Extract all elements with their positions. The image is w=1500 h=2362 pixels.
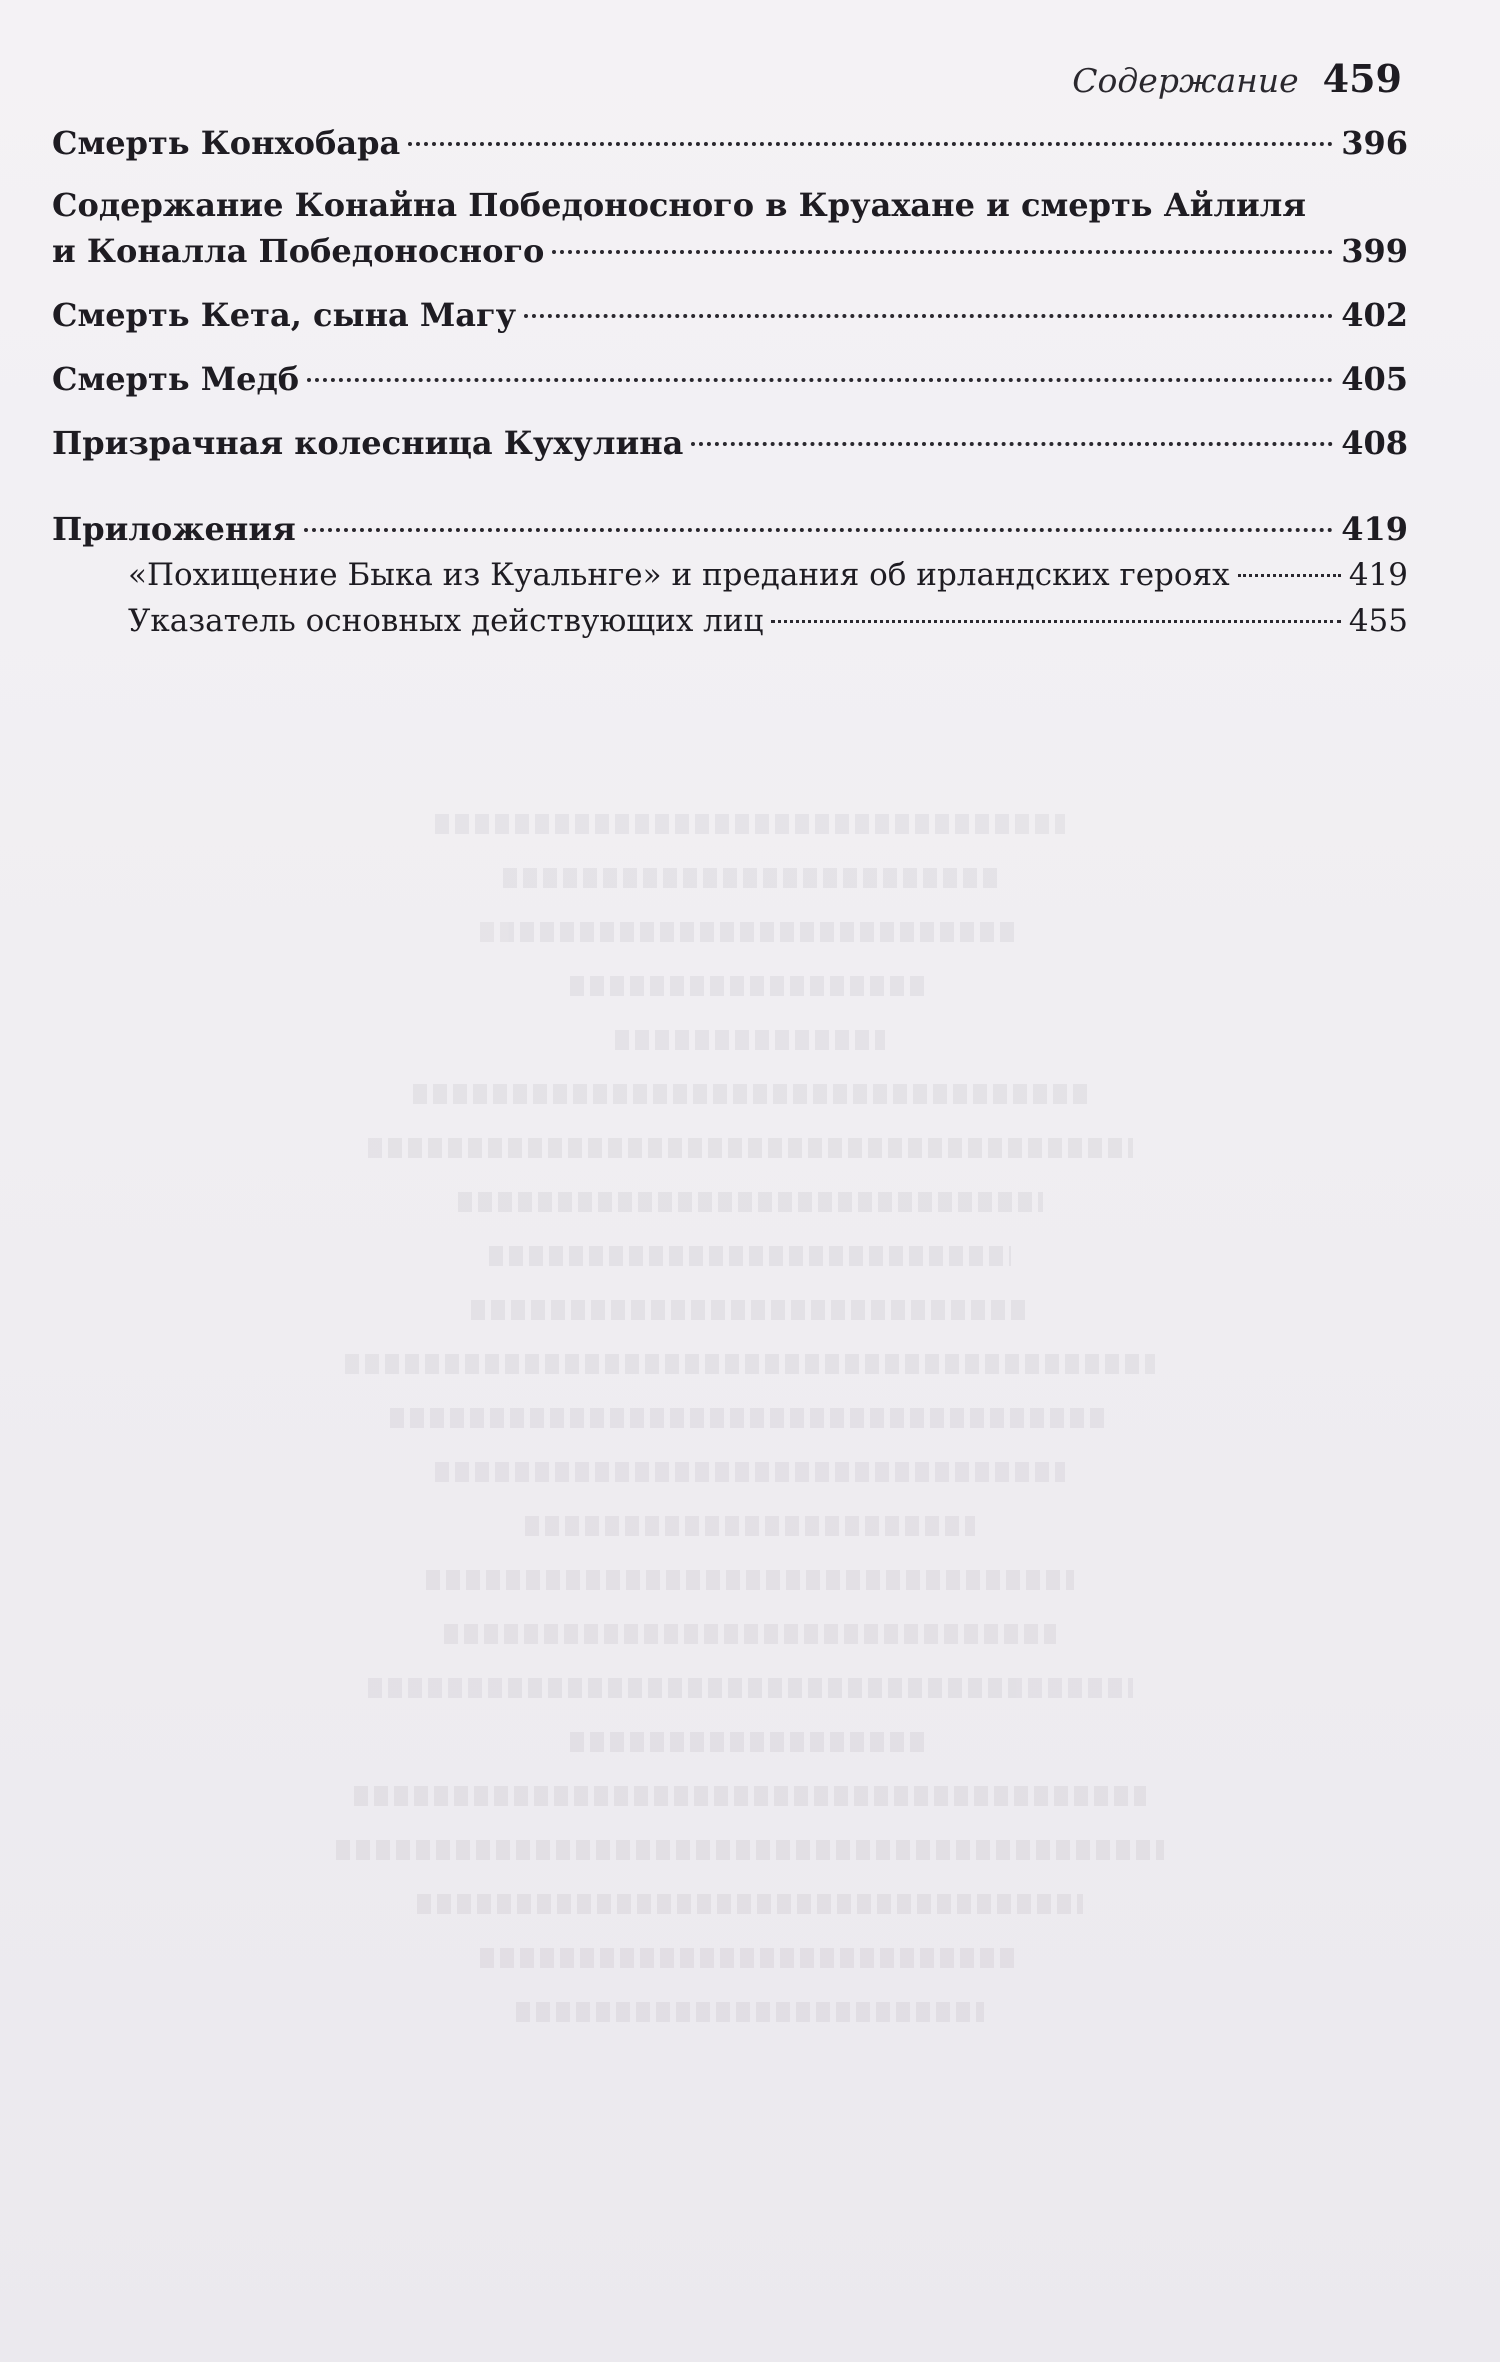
toc-entry-label: Смерть Кета, сына Магу (52, 296, 517, 334)
dot-leader (771, 620, 1340, 623)
dot-leader (307, 378, 1333, 382)
toc-entry-appendices (52, 506, 1408, 552)
dot-leader (1238, 574, 1341, 577)
dot-leader (552, 250, 1333, 254)
toc-entry-label: Приложения (52, 510, 296, 548)
toc-entry-page: 419 (1341, 510, 1408, 548)
toc-entry-page: 405 (1341, 360, 1408, 398)
toc-entry-label: Призрачная колесница Кухулина (52, 424, 684, 462)
toc-entry (52, 292, 1408, 338)
table-of-contents (52, 120, 1408, 644)
toc-entry-page: 399 (1341, 232, 1408, 270)
dot-leader (691, 442, 1333, 446)
running-header-title: Содержание (1072, 61, 1299, 100)
dot-leader (304, 528, 1334, 532)
toc-entry (52, 356, 1408, 402)
toc-sub-entry-page: 455 (1348, 603, 1408, 639)
dot-leader (524, 314, 1333, 318)
toc-entry-label: Смерть Конхобара (52, 124, 401, 162)
toc-entry-page: 402 (1341, 296, 1408, 334)
toc-sub-entry (52, 598, 1408, 644)
toc-sub-entry-label: «Похищение Быка из Куальнге» и предания об ирландских героях (128, 557, 1230, 593)
toc-entry (52, 120, 1408, 166)
dot-leader (408, 142, 1333, 146)
page-number: 459 (1322, 56, 1402, 101)
toc-sub-entry-label: Указатель основных действующих лиц (128, 603, 764, 639)
toc-entry-page: 396 (1341, 124, 1408, 162)
toc-sub-entry (52, 552, 1408, 598)
toc-entry (52, 420, 1408, 466)
toc-entry-page: 408 (1341, 424, 1408, 462)
toc-sub-entry-page: 419 (1348, 557, 1408, 593)
toc-entry-label: Смерть Медб (52, 360, 300, 398)
toc-entry-label: Содержание Конайна Победоносного в Круахане и смерть Айлиля (52, 186, 1306, 224)
toc-entry (52, 182, 1408, 274)
bleed-through-text (300, 780, 1200, 2230)
running-header (1072, 56, 1402, 101)
toc-entry-label-continued: и Коналла Победоносного (52, 232, 545, 270)
